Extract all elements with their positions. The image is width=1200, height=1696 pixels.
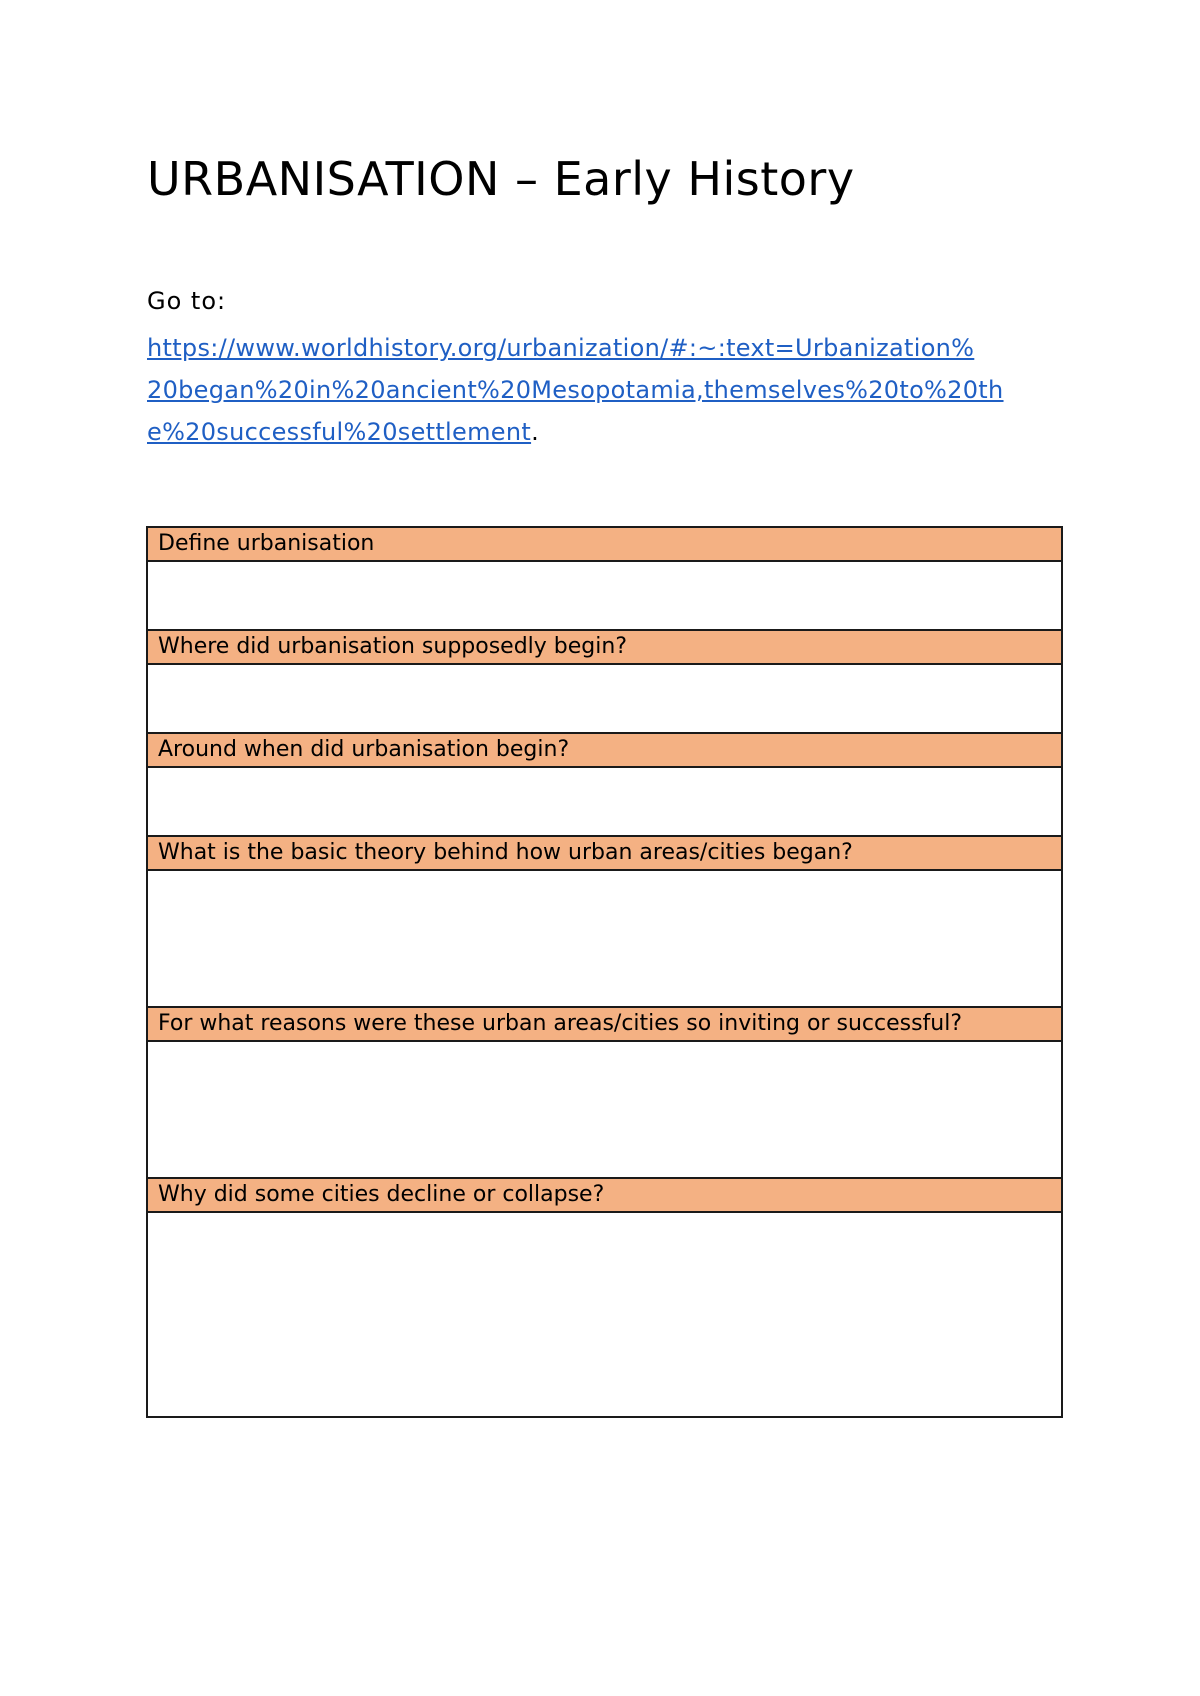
page-title: URBANISATION – Early History <box>147 152 855 206</box>
answer-box[interactable] <box>147 870 1062 1007</box>
answer-row <box>147 1212 1062 1417</box>
question-row <box>147 527 1062 561</box>
answer-box[interactable] <box>147 1041 1062 1178</box>
question-prompt: Define urbanisation <box>147 527 1062 561</box>
source-link-part-3[interactable]: e%20successful%20settlement <box>147 418 532 446</box>
answer-row <box>147 664 1062 733</box>
question-prompt: What is the basic theory behind how urban areas/cities began? <box>147 836 1062 870</box>
link-line-2 <box>147 369 1067 411</box>
goto-label: Go to: <box>147 287 227 315</box>
question-row <box>147 1007 1062 1041</box>
answer-row <box>147 767 1062 836</box>
answer-row <box>147 1041 1062 1178</box>
question-row <box>147 733 1062 767</box>
link-paragraph <box>147 327 1067 453</box>
question-prompt: Where did urbanisation supposedly begin? <box>147 630 1062 664</box>
link-line-3 <box>147 411 1067 453</box>
question-row <box>147 836 1062 870</box>
question-table <box>146 526 1063 1418</box>
question-prompt: For what reasons were these urban areas/cities so inviting or successful? <box>147 1007 1062 1041</box>
answer-row <box>147 870 1062 1007</box>
answer-box[interactable] <box>147 561 1062 630</box>
source-link-part-2[interactable]: 20began%20in%20ancient%20Mesopotamia,themselves%20to%20th <box>147 376 1004 404</box>
answer-box[interactable] <box>147 1212 1062 1417</box>
question-prompt: Around when did urbanisation begin? <box>147 733 1062 767</box>
question-prompt: Why did some cities decline or collapse? <box>147 1178 1062 1212</box>
link-trailing-period: . <box>531 418 539 446</box>
question-row <box>147 1178 1062 1212</box>
answer-row <box>147 561 1062 630</box>
link-line-1 <box>147 327 1067 369</box>
source-link-part-1[interactable]: https://www.worldhistory.org/urbanization/#:~:text=Urbanization% <box>147 334 975 362</box>
answer-box[interactable] <box>147 664 1062 733</box>
question-row <box>147 630 1062 664</box>
answer-box[interactable] <box>147 767 1062 836</box>
